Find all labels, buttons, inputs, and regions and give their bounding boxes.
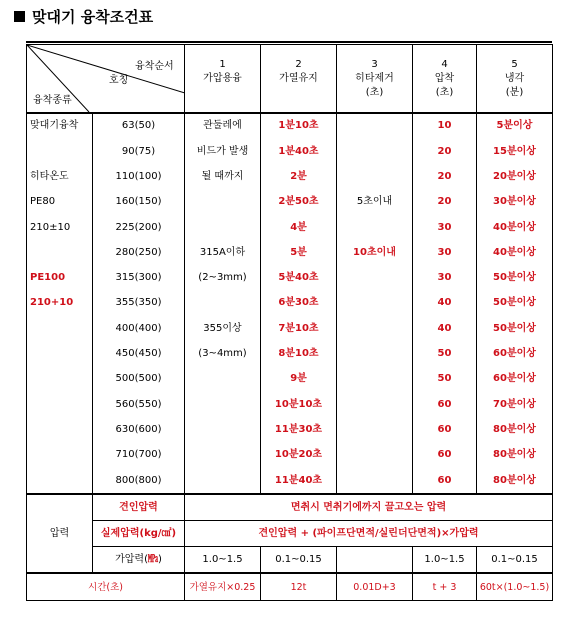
preheat-cell: (2~3mm) bbox=[185, 266, 261, 291]
press-cell: 40 bbox=[413, 316, 477, 341]
table-row bbox=[27, 367, 553, 392]
press-cell: 60 bbox=[413, 443, 477, 468]
heater-removal-cell bbox=[337, 367, 413, 392]
type-label bbox=[27, 139, 93, 164]
preheat-cell bbox=[185, 215, 261, 240]
press-cell: 20 bbox=[413, 190, 477, 215]
size-cell: 560(550) bbox=[93, 392, 185, 417]
press-cell: 60 bbox=[413, 392, 477, 417]
type-label: 히타온도 bbox=[27, 165, 93, 190]
heat-cell: 6분30초 bbox=[261, 291, 337, 316]
preheat-cell bbox=[185, 367, 261, 392]
time-label: 시간(초) bbox=[27, 573, 185, 601]
corner-order-label: 융착순서 bbox=[135, 61, 174, 72]
press-cell: 20 bbox=[413, 165, 477, 190]
header-col-4: 4 압착 (초) bbox=[413, 45, 477, 114]
heat-cell: 11분40초 bbox=[261, 468, 337, 494]
table-row bbox=[27, 418, 553, 443]
type-label bbox=[27, 316, 93, 341]
title-text: 맞대기 융착조건표 bbox=[32, 8, 154, 26]
press-cell: 10 bbox=[413, 113, 477, 139]
press-cell: 30 bbox=[413, 266, 477, 291]
cool-cell: 50분이상 bbox=[477, 291, 553, 316]
preheat-cell: (3~4mm) bbox=[185, 342, 261, 367]
size-cell: 63(50) bbox=[93, 113, 185, 139]
heater-removal-cell bbox=[337, 418, 413, 443]
heater-removal-cell: 10초이내 bbox=[337, 240, 413, 265]
preheat-cell: 될 때까지 bbox=[185, 165, 261, 190]
press-cell: 60 bbox=[413, 418, 477, 443]
table-row bbox=[27, 139, 553, 164]
heater-removal-cell bbox=[337, 266, 413, 291]
type-label: 210+10 bbox=[27, 291, 93, 316]
heat-cell: 4분 bbox=[261, 215, 337, 240]
time-v3: 0.01D+3 bbox=[337, 573, 413, 601]
heat-cell: 10분20초 bbox=[261, 443, 337, 468]
page-title bbox=[14, 6, 153, 27]
pressure-row-actual bbox=[27, 521, 553, 547]
pressure-label: 압력 bbox=[27, 494, 93, 573]
type-label bbox=[27, 418, 93, 443]
size-cell: 450(450) bbox=[93, 342, 185, 367]
type-label: PE80 bbox=[27, 190, 93, 215]
time-v4: t + 3 bbox=[413, 573, 477, 601]
type-label: 210±10 bbox=[27, 215, 93, 240]
time-v2: 12t bbox=[261, 573, 337, 601]
cool-cell: 60분이상 bbox=[477, 342, 553, 367]
preheat-cell: 355이상 bbox=[185, 316, 261, 341]
heat-cell: 2분50초 bbox=[261, 190, 337, 215]
cool-cell: 80분이상 bbox=[477, 418, 553, 443]
press-cell: 40 bbox=[413, 291, 477, 316]
heat-cell: 7분10초 bbox=[261, 316, 337, 341]
type-label bbox=[27, 367, 93, 392]
type-label: 맞대기융착 bbox=[27, 113, 93, 139]
header-col-3: 3 히타제거 (초) bbox=[337, 45, 413, 114]
header-row bbox=[27, 45, 553, 114]
actual-pressure-value: 견인압력 + (파이프단면적/실린더단면적)×가압력 bbox=[185, 521, 553, 547]
gauge-v3 bbox=[337, 547, 413, 574]
corner-size-label: 호칭 bbox=[109, 75, 129, 86]
tension-pressure-name: 견인압력 bbox=[93, 494, 185, 521]
heat-cell: 10분10초 bbox=[261, 392, 337, 417]
heater-removal-cell bbox=[337, 342, 413, 367]
heat-cell: 9분 bbox=[261, 367, 337, 392]
heat-cell: 11분30초 bbox=[261, 418, 337, 443]
heat-cell: 8분10초 bbox=[261, 342, 337, 367]
heater-removal-cell bbox=[337, 392, 413, 417]
cool-cell: 30분이상 bbox=[477, 190, 553, 215]
heater-removal-cell bbox=[337, 139, 413, 164]
corner-type-label: 융착종류 bbox=[33, 95, 72, 106]
heat-cell: 5분 bbox=[261, 240, 337, 265]
size-cell: 355(350) bbox=[93, 291, 185, 316]
heat-cell: 2분 bbox=[261, 165, 337, 190]
cool-cell: 60분이상 bbox=[477, 367, 553, 392]
press-cell: 30 bbox=[413, 215, 477, 240]
preheat-cell: 비드가 발생 bbox=[185, 139, 261, 164]
tension-pressure-value: 면취시 면취기에까지 끌고오는 압력 bbox=[185, 494, 553, 521]
cool-cell: 80분이상 bbox=[477, 443, 553, 468]
type-label bbox=[27, 342, 93, 367]
size-cell: 160(150) bbox=[93, 190, 185, 215]
size-cell: 710(700) bbox=[93, 443, 185, 468]
gauge-v2: 0.1~0.15 bbox=[261, 547, 337, 574]
preheat-cell bbox=[185, 190, 261, 215]
cool-cell: 40분이상 bbox=[477, 215, 553, 240]
size-cell: 630(600) bbox=[93, 418, 185, 443]
press-cell: 50 bbox=[413, 342, 477, 367]
cool-cell: 15분이상 bbox=[477, 139, 553, 164]
time-v1: 가열유지×0.25 bbox=[185, 573, 261, 601]
preheat-cell: 관둘레에 bbox=[185, 113, 261, 139]
heat-cell: 5분40초 bbox=[261, 266, 337, 291]
type-label bbox=[27, 392, 93, 417]
heater-removal-cell bbox=[337, 468, 413, 494]
table-row bbox=[27, 266, 553, 291]
gauge-v5: 0.1~0.15 bbox=[477, 547, 553, 574]
square-bullet-icon bbox=[14, 11, 25, 22]
title-rule bbox=[26, 41, 552, 43]
size-cell: 800(800) bbox=[93, 468, 185, 494]
cool-cell: 70분이상 bbox=[477, 392, 553, 417]
press-cell: 60 bbox=[413, 468, 477, 494]
table-row bbox=[27, 190, 553, 215]
size-cell: 110(100) bbox=[93, 165, 185, 190]
type-label: PE100 bbox=[27, 266, 93, 291]
preheat-cell bbox=[185, 392, 261, 417]
table-row bbox=[27, 165, 553, 190]
heat-cell: 1분40초 bbox=[261, 139, 337, 164]
type-label bbox=[27, 468, 93, 494]
preheat-cell bbox=[185, 291, 261, 316]
header-col-1: 1 가압용융 bbox=[185, 45, 261, 114]
size-cell: 315(300) bbox=[93, 266, 185, 291]
heater-removal-cell bbox=[337, 165, 413, 190]
table-row bbox=[27, 316, 553, 341]
preheat-cell bbox=[185, 418, 261, 443]
corner-header-cell bbox=[27, 45, 185, 114]
type-label bbox=[27, 443, 93, 468]
type-label bbox=[27, 240, 93, 265]
welding-conditions-table bbox=[26, 44, 553, 601]
gauge-pressure-name: 가압력(㎫) bbox=[93, 547, 185, 574]
heat-cell: 1분10초 bbox=[261, 113, 337, 139]
pressure-row-gauge bbox=[27, 547, 553, 574]
table-row bbox=[27, 291, 553, 316]
size-cell: 280(250) bbox=[93, 240, 185, 265]
preheat-cell bbox=[185, 443, 261, 468]
header-col-2: 2 가열유지 bbox=[261, 45, 337, 114]
gauge-v4: 1.0~1.5 bbox=[413, 547, 477, 574]
table-row bbox=[27, 392, 553, 417]
preheat-cell: 315A이하 bbox=[185, 240, 261, 265]
heater-removal-cell bbox=[337, 316, 413, 341]
cool-cell: 5분이상 bbox=[477, 113, 553, 139]
time-v5: 60t×(1.0~1.5) bbox=[477, 573, 553, 601]
header-col-5: 5 냉각 (분) bbox=[477, 45, 553, 114]
table-row bbox=[27, 215, 553, 240]
cool-cell: 50분이상 bbox=[477, 266, 553, 291]
time-row bbox=[27, 573, 553, 601]
table-row bbox=[27, 443, 553, 468]
table-row bbox=[27, 113, 553, 139]
press-cell: 30 bbox=[413, 240, 477, 265]
cool-cell: 20분이상 bbox=[477, 165, 553, 190]
press-cell: 20 bbox=[413, 139, 477, 164]
size-cell: 400(400) bbox=[93, 316, 185, 341]
heater-removal-cell bbox=[337, 443, 413, 468]
preheat-cell bbox=[185, 468, 261, 494]
press-cell: 50 bbox=[413, 367, 477, 392]
heater-removal-cell bbox=[337, 215, 413, 240]
cool-cell: 80분이상 bbox=[477, 468, 553, 494]
actual-pressure-name: 실제압력(kg/㎠) bbox=[93, 521, 185, 547]
pressure-row-tension bbox=[27, 494, 553, 521]
table-row bbox=[27, 468, 553, 494]
gauge-v1: 1.0~1.5 bbox=[185, 547, 261, 574]
cool-cell: 40분이상 bbox=[477, 240, 553, 265]
table-row bbox=[27, 342, 553, 367]
size-cell: 90(75) bbox=[93, 139, 185, 164]
size-cell: 225(200) bbox=[93, 215, 185, 240]
heater-removal-cell bbox=[337, 113, 413, 139]
table-row bbox=[27, 240, 553, 265]
size-cell: 500(500) bbox=[93, 367, 185, 392]
heater-removal-cell: 5초이내 bbox=[337, 190, 413, 215]
heater-removal-cell bbox=[337, 291, 413, 316]
cool-cell: 50분이상 bbox=[477, 316, 553, 341]
